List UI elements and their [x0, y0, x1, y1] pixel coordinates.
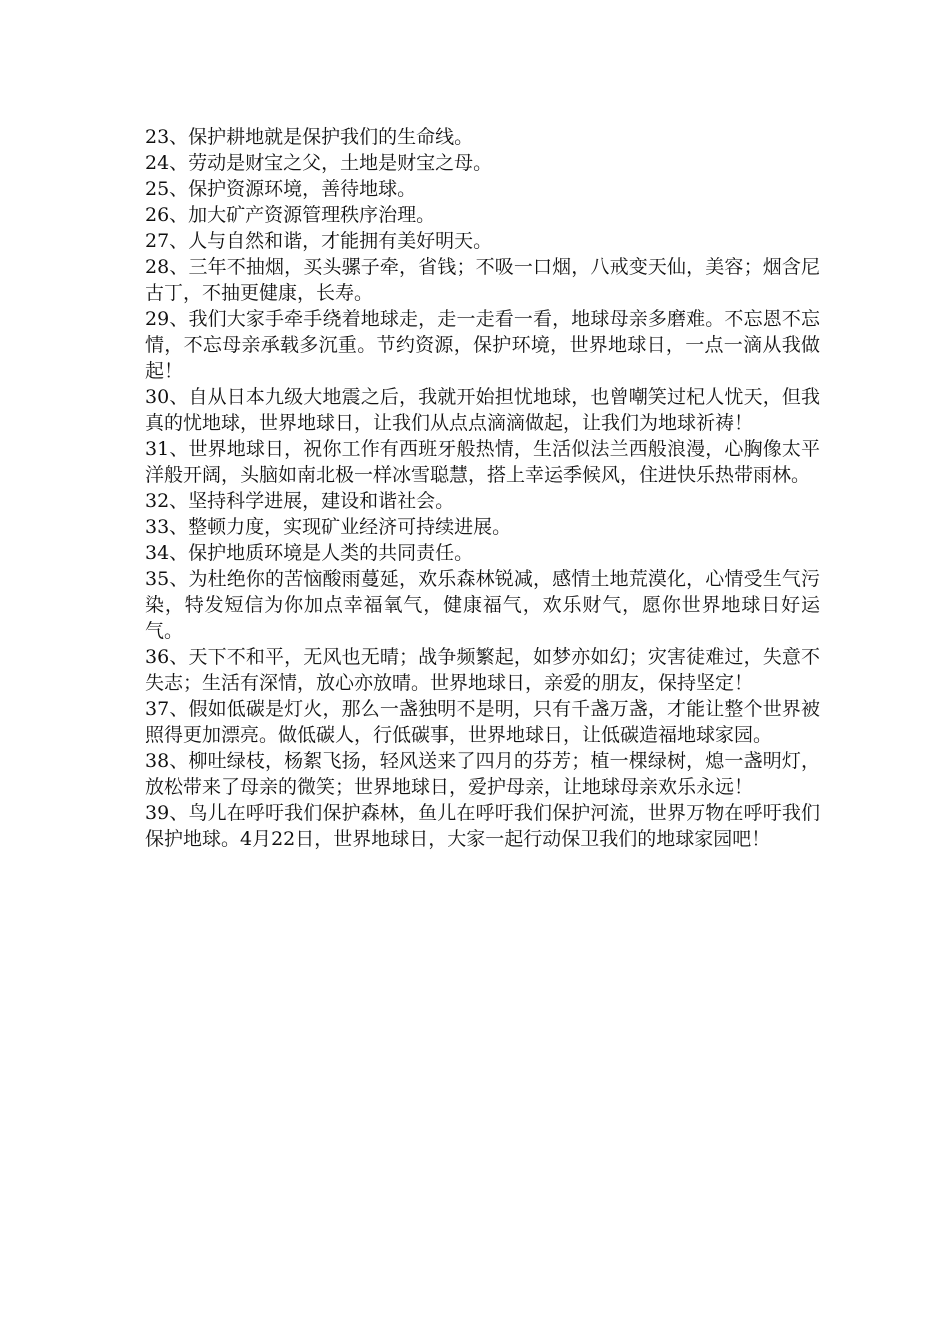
paragraph-31: 31、世界地球日，祝你工作有西班牙般热情，生活似法兰西般浪漫，心胸像太平洋般开阔，头脑如南北极一样冰雪聪慧，搭上幸运季候风，住进快乐热带雨林。: [145, 438, 820, 486]
paragraph-27: 27、人与自然和谐，才能拥有美好明天。: [145, 230, 493, 252]
paragraph-25: 25、保护资源环境，善待地球。: [145, 178, 417, 200]
paragraph-36: 36、天下不和平，无风也无晴；战争频繁起，如梦亦如幻；灾害徒难过，失意不失志；生活有深情，放心亦放晴。世界地球日，亲爱的朋友，保持坚定！: [145, 646, 820, 694]
paragraph-33: 33、整顿力度，实现矿业经济可持续进展。: [145, 516, 512, 538]
paragraph-34: 34、保护地质环境是人类的共同责任。: [145, 542, 474, 564]
paragraph-38: 38、柳吐绿枝，杨絮飞扬，轻风送来了四月的芬芳；植一棵绿树，熄一盏明灯，放松带来了母亲的微笑；世界地球日，爱护母亲，让地球母亲欢乐永远！: [145, 750, 820, 798]
paragraph-35: 35、为杜绝你的苦恼酸雨蔓延，欢乐森林锐减，感情土地荒漠化，心情受生气污染，特发短信为你加点幸福氧气，健康福气，欢乐财气，愿你世界地球日好运气。: [145, 568, 820, 642]
paragraph-26: 26、加大矿产资源管理秩序治理。: [145, 204, 436, 226]
paragraph-23: 23、保护耕地就是保护我们的生命线。: [145, 126, 474, 148]
paragraph-29: 29、我们大家手牵手绕着地球走，走一走看一看，地球母亲多磨难。不忘恩不忘情，不忘母亲承载多沉重。节约资源，保护环境，世界地球日，一点一滴从我做起！: [145, 308, 820, 382]
paragraph-28: 28、三年不抽烟，买头骡子牵，省钱；不吸一口烟，八戒变天仙，美容；烟含尼古丁，不抽更健康，长寿。: [145, 256, 820, 304]
document-body: [145, 124, 820, 852]
paragraph-37: 37、假如低碳是灯火，那么一盏独明不是明，只有千盏万盏，才能让整个世界被照得更加漂亮。做低碳人，行低碳事，世界地球日，让低碳造福地球家园。: [145, 698, 820, 746]
paragraph-39: 39、鸟儿在呼吁我们保护森林，鱼儿在呼吁我们保护河流，世界万物在呼吁我们保护地球。4月22日，世界地球日，大家一起行动保卫我们的地球家园吧！: [145, 802, 820, 850]
paragraph-24: 24、劳动是财宝之父，土地是财宝之母。: [145, 152, 493, 174]
paragraph-30: 30、自从日本九级大地震之后，我就开始担忧地球，也曾嘲笑过杞人忧天，但我真的忧地球，世界地球日，让我们从点点滴滴做起，让我们为地球祈祷！: [145, 386, 820, 434]
paragraph-32: 32、坚持科学进展，建设和谐社会。: [145, 490, 455, 512]
